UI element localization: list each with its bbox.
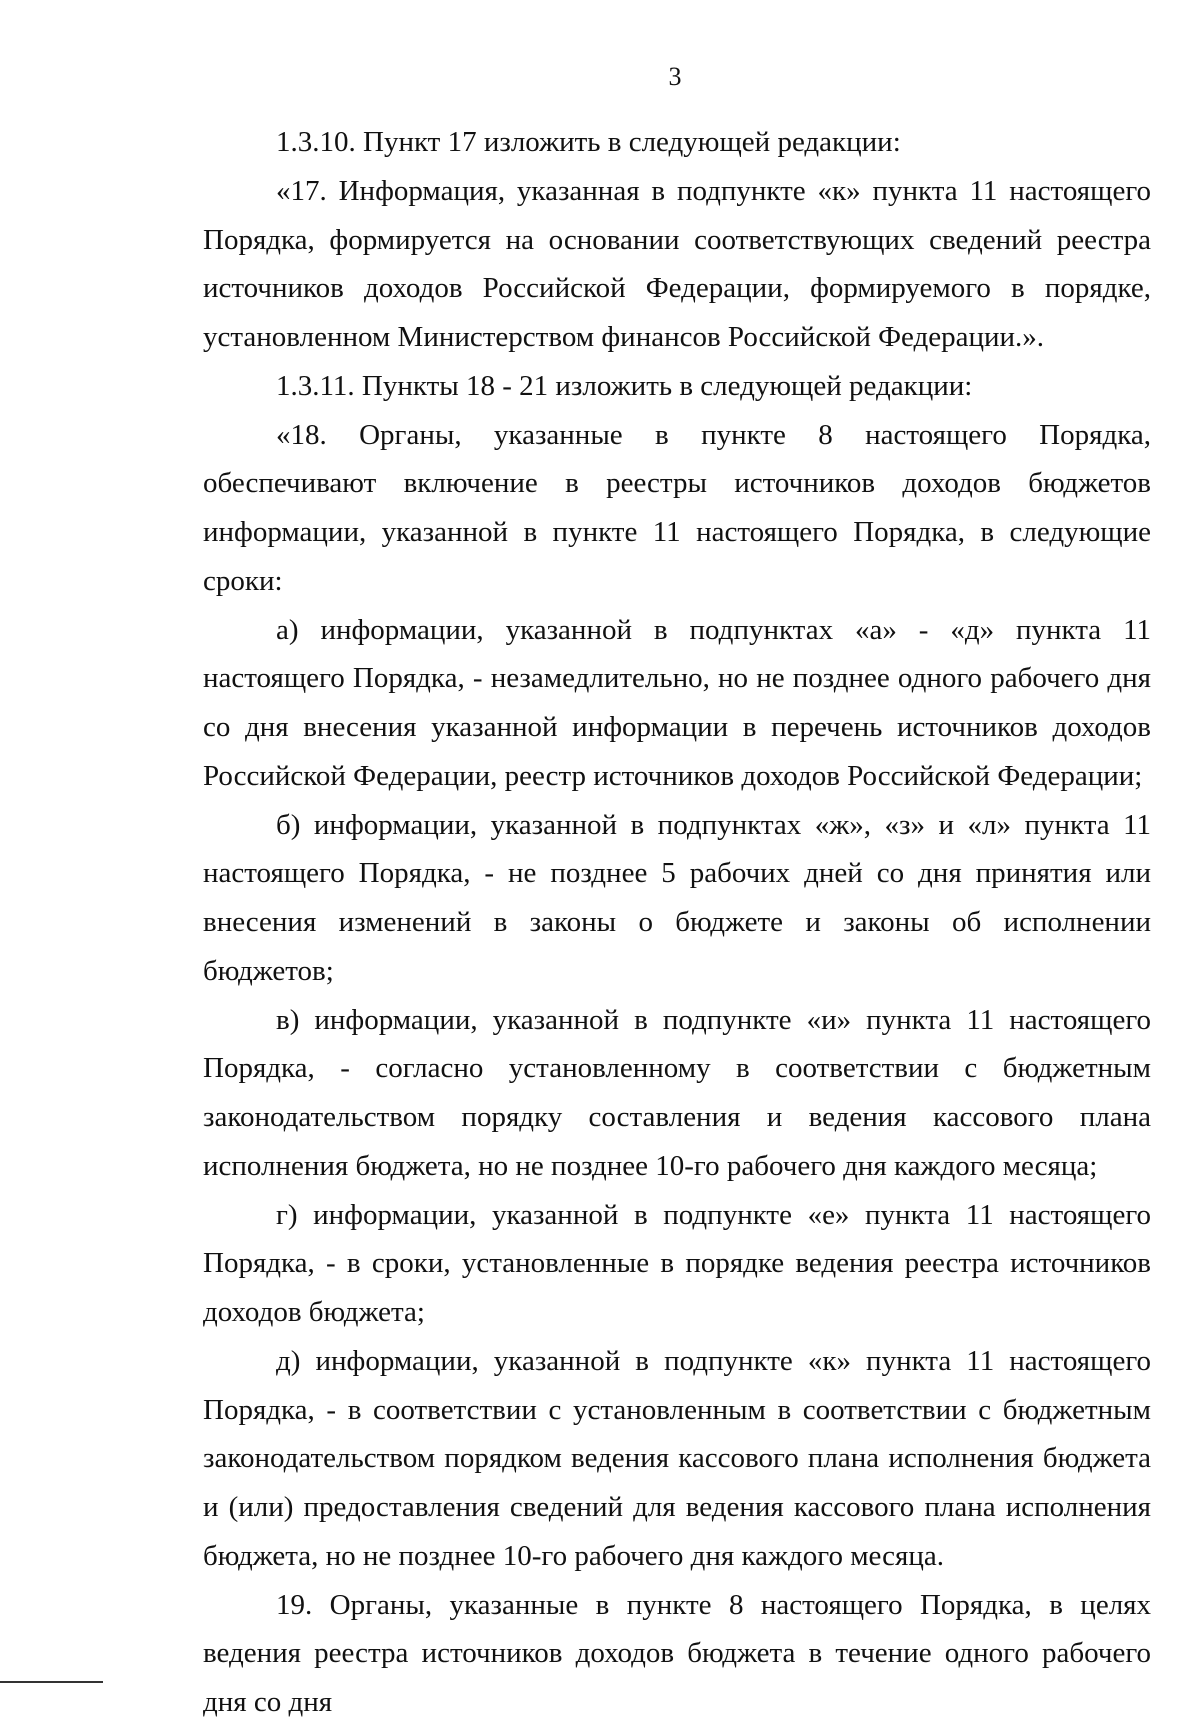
paragraph-1-3-10: 1.3.10. Пункт 17 изложить в следующей редакции: xyxy=(276,126,901,158)
document-body xyxy=(203,118,1151,1727)
paragraph-17: «17. Информация, указанная в подпункте «к» пункта 11 настоящего Порядка, формируется на основании соответствующих сведений реестра источников доходов Российской Федерации, формируемого в порядке, установленном Министерством финансов Российской Федерации.». xyxy=(203,174,1151,353)
page-number: 3 xyxy=(668,62,682,91)
paragraph-18-g: г) информации, указанной в подпункте «е» пункта 11 настоящего Порядка, - в сроки, установленные в порядке ведения реестра источников доходов бюджета; xyxy=(203,1198,1151,1328)
footer-rule xyxy=(0,1681,103,1683)
paragraph-18: «18. Органы, указанные в пункте 8 настоящего Порядка, обеспечивают включение в реестры источников доходов бюджетов информации, указанной в пункте 11 настоящего Порядка, в следующие сроки: xyxy=(203,418,1151,597)
paragraph-19: 19. Органы, указанные в пункте 8 настоящего Порядка, в целях ведения реестра источников доходов бюджета в течение одного рабочего дня со дня xyxy=(203,1588,1151,1718)
paragraph-18-b: б) информации, указанной в подпунктах «ж», «з» и «л» пункта 11 настоящего Порядка, - не позднее 5 рабочих дней со дня принятия или внесения изменений в законы о бюджете и законы об исполнении бюджетов; xyxy=(203,808,1151,987)
paragraph-1-3-11: 1.3.11. Пункты 18 - 21 изложить в следующей редакции: xyxy=(276,369,973,402)
paragraph-18-v: в) информации, указанной в подпункте «и» пункта 11 настоящего Порядка, - согласно установленному в соответствии с бюджетным законодательством порядку составления и ведения кассового плана исполнения бюджета, но не позднее 10-го рабочего дня каждого месяца; xyxy=(203,1003,1151,1182)
paragraph-18-a: а) информации, указанной в подпунктах «а» - «д» пункта 11 настоящего Порядка, - незамедлительно, но не позднее одного рабочего дня со дня внесения указанной информации в перечень источников доходов Российской Федерации, реестр источников доходов Российской Федерации; xyxy=(203,613,1151,792)
paragraph-18-d: д) информации, указанной в подпункте «к» пункта 11 настоящего Порядка, - в соответствии с установленным в соответствии с бюджетным законодательством порядком ведения кассового плана исполнения бюджета и (или) предоставления сведений для ведения кассового плана исполнения бюджета, но не позднее 10-го рабочего дня каждого месяца. xyxy=(203,1344,1151,1572)
